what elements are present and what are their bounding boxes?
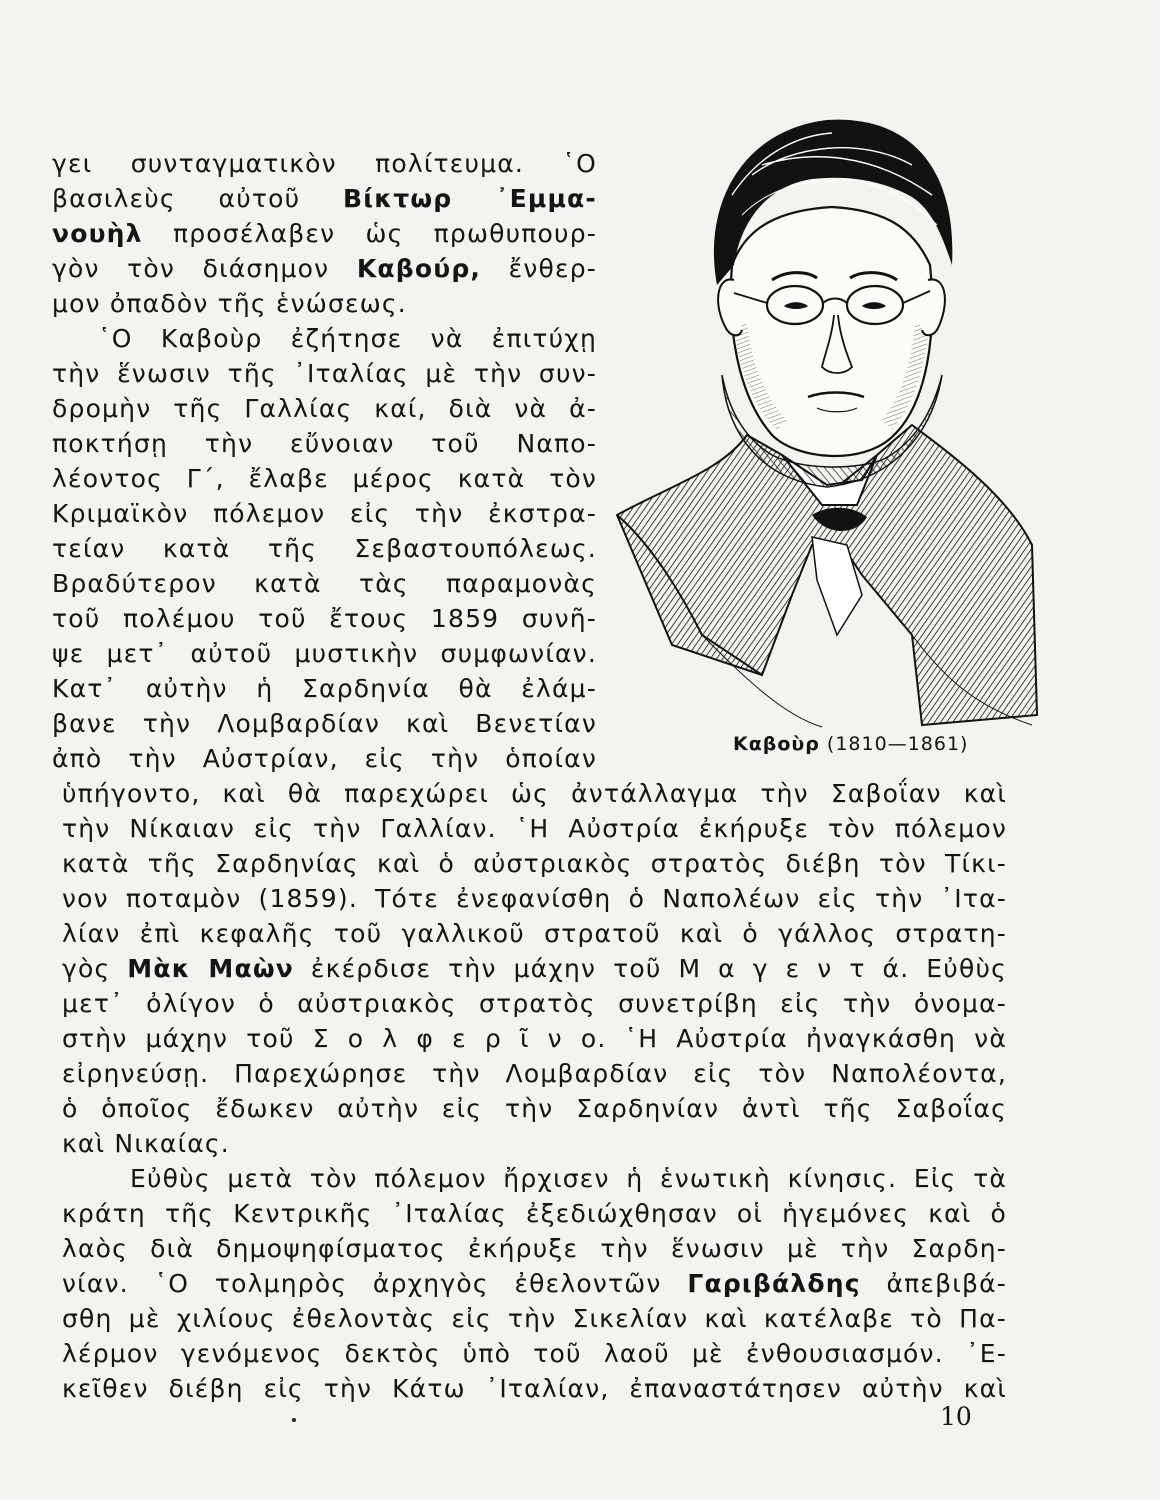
text-line: μετ᾿ ὀλίγον ὁ αὐστριακὸς στρατὸς συνετρίβη εἰς τὴν ὀνομα-	[62, 989, 1007, 1018]
text-line: λαὸς διὰ δημοψηφίσματος ἐκήρυξε τὴν ἕνωσιν μὲ τὴν Σαρδη-	[62, 1234, 1007, 1263]
text-span: γὸν τὸν διάσημον	[52, 254, 357, 283]
text-line: ὁ ὁποῖος ἔδωκεν αὐτὴν εἰς τὴν Σαρδηνίαν ἀντὶ τῆς Σαβοΐας	[62, 1094, 1007, 1123]
text-line	[52, 183, 597, 215]
text-line: καὶ Νικαίας.	[62, 1129, 230, 1158]
text-line: τὴν ἕνωσιν τῆς ᾿Ιταλίας μὲ τὴν συν-	[52, 359, 597, 388]
text-line: τοῦ πολέμου τοῦ ἔτους 1859 συνῆ-	[52, 604, 597, 633]
caption-years: (1810—1861)	[819, 733, 969, 755]
paragraph-start: Εὐθὺς μετὰ τὸν πόλεμον ἤρχισεν ἡ ἑνωτικὴ κίνησις. Εἰς τὰ	[130, 1164, 1007, 1193]
text-line: Κριμαϊκὸν πόλεμον εἰς τὴν ἐκστρα-	[52, 499, 597, 528]
page-number: 10	[940, 1402, 972, 1431]
text-line: κράτη τῆς Κεντρικῆς ᾿Ιταλίας ἐξεδιώχθησαν οἱ ἡγεμόνες καὶ ὁ	[62, 1199, 1007, 1228]
text-line: σθη μὲ χιλίους ἐθελοντὰς εἰς τὴν Σικελίαν καὶ κατέλαβε τὸ Πα-	[62, 1304, 1007, 1333]
text-line: κεῖθεν διέβη εἰς τὴν Κάτω ᾿Ιταλίαν, ἐπαναστάτησεν αὐτὴν καὶ	[62, 1374, 1007, 1403]
text-line: τὴν Νίκαιαν εἰς τὴν Γαλλίαν. ῾Η Αὐστρία ἐκήρυξε τὸν πόλεμον	[62, 814, 1007, 843]
caption-name: Καβοὺρ	[733, 733, 820, 755]
text-line: εἰρηνεύσῃ. Παρεχώρησε τὴν Λομβαρδίαν εἰς τὸν Ναπολέοντα,	[62, 1059, 1007, 1088]
text-span: βασιλεὺς αὐτοῦ	[52, 184, 344, 213]
text-line: Κατ᾿ αὐτὴν ἡ Σαρδηνία θὰ ἐλάμ-	[52, 674, 597, 703]
text-line: λίαν ἐπὶ κεφαλῆς τοῦ γαλλικοῦ στρατοῦ καὶ ὁ γάλλος στρατη-	[62, 919, 1007, 948]
paragraph-start: ῾Ο Καβοὺρ ἐζήτησε νὰ ἐπιτύχῃ	[98, 324, 597, 353]
ink-speck	[292, 1418, 296, 1422]
text-line: μον ὀπαδὸν τῆς ἑνώσεως.	[52, 289, 407, 318]
text-line: ὑπήγοντο, καὶ θὰ παρεχώρει ὡς ἀντάλλαγμα τὴν Σαβοΐαν καὶ	[62, 779, 1007, 808]
text-span: νίαν. ῾Ο τολμηρὸς ἀρχηγὸς ἐθελοντῶν	[62, 1269, 688, 1298]
text-line: Βραδύτερον κατὰ τὰς παραμονὰς	[52, 569, 597, 598]
text-line: ἀπὸ τὴν Αὐστρίαν, εἰς τὴν ὁποίαν	[52, 744, 597, 773]
text-line: στὴν μάχην τοῦ Σ ο λ φ ε ρ ῖ ν ο. ῾Η Αὐστρία ἠναγκάσθη νὰ	[62, 1024, 1007, 1053]
text-line: νον ποταμὸν (1859). Τότε ἐνεφανίσθη ὁ Ναπολέων εἰς τὴν ᾿Ιτα-	[62, 884, 1007, 913]
text-line: τείαν κατὰ τῆς Σεβαστουπόλεως.	[52, 534, 597, 563]
text-line	[52, 218, 597, 250]
portrait-caption	[733, 733, 968, 755]
bold-name-garibaldi: Γαριβάλδης	[687, 1269, 861, 1298]
bold-name-mac-mahon: Μὰκ Μαὼν	[127, 954, 294, 983]
text-line	[62, 953, 1007, 985]
text-line	[62, 1268, 1007, 1300]
text-line: λέρμον γενόμενος δεκτὸς ὑπὸ τοῦ λαοῦ μὲ ἐνθουσιασμόν. ᾿Ε-	[62, 1339, 1007, 1368]
text-line: λέοντος Γ´, ἔλαβε μέρος κατὰ τὸν	[52, 464, 597, 493]
text-span: ἀπεβιβά-	[860, 1269, 1007, 1298]
text-line: ποκτήσῃ τὴν εὔνοιαν τοῦ Ναπο-	[52, 429, 597, 458]
text-line: γει συνταγματικὸν πολίτευμα. ῾Ο	[52, 149, 597, 178]
text-line: ψε μετ᾿ αὐτοῦ μυστικὴν συμφωνίαν.	[52, 639, 597, 668]
bold-name-victor-emmanuel: Βίκτωρ ᾿Εμμα-	[343, 184, 597, 213]
bold-name-cavour: Καβούρ,	[356, 254, 482, 283]
text-line	[52, 253, 597, 285]
text-line: δρομὴν τῆς Γαλλίας καί, διὰ νὰ ἀ-	[52, 394, 597, 423]
text-span: ἐκέρδισε τὴν μάχην τοῦ Μ α γ ε ν τ ά. Εὐθὺς	[294, 954, 1007, 983]
text-span: νουὴλ	[52, 219, 143, 248]
text-line: βανε τὴν Λομβαρδίαν καὶ Βενετίαν	[52, 709, 597, 738]
text-line: κατὰ τῆς Σαρδηνίας καὶ ὁ αὐστριακὸς στρατὸς διέβη τὸν Τίκι-	[62, 849, 1007, 878]
text-span: γὸς	[62, 954, 128, 983]
text-span: προσέλαβεν ὡς πρωθυπουρ-	[172, 219, 597, 248]
portrait-engraving	[612, 75, 1042, 730]
text-span: ἔνθερ-	[481, 254, 598, 283]
